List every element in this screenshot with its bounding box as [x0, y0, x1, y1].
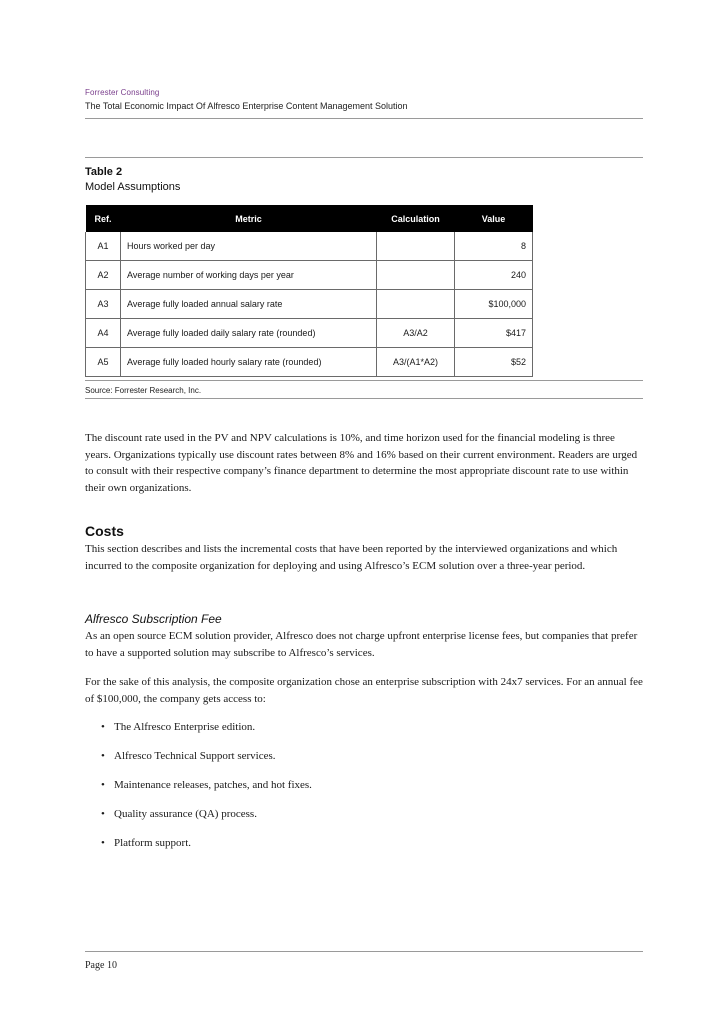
cell-calculation [377, 232, 455, 261]
cell-value: 240 [455, 261, 533, 290]
list-item-text: The Alfresco Enterprise edition. [114, 721, 256, 733]
bullet-icon: • [101, 808, 105, 820]
table-caption: Model Assumptions [85, 181, 181, 193]
cell-metric: Average fully loaded hourly salary rate (rounded) [121, 348, 377, 377]
costs-paragraph: This section describes and lists the incremental costs that have been reported by the interviewed organizations and which incurred to the composite organization for deploying and using Alfresco’s ECM solution over a three-year period. [85, 543, 618, 572]
cell-value: $417 [455, 319, 533, 348]
cell-ref: A2 [86, 261, 121, 290]
subscription-benefits-list [85, 718, 625, 863]
cell-calculation: A3/(A1*A2) [377, 348, 455, 377]
cell-ref: A5 [86, 348, 121, 377]
cell-calculation [377, 261, 455, 290]
cell-calculation: A3/A2 [377, 319, 455, 348]
bullet-icon: • [101, 779, 105, 791]
cell-value: $100,000 [455, 290, 533, 319]
column-header-calculation: Calculation [377, 205, 455, 232]
bullet-icon: • [101, 750, 105, 762]
cell-metric: Average fully loaded daily salary rate (rounded) [121, 319, 377, 348]
list-item [85, 718, 625, 747]
document-title: The Total Economic Impact Of Alfresco Enterprise Content Management Solution [85, 101, 408, 111]
cell-metric: Hours worked per day [121, 232, 377, 261]
brand-name: Forrester Consulting [85, 88, 160, 97]
source-top-rule [85, 380, 643, 381]
header-rule [85, 118, 643, 119]
table-source: Source: Forrester Research, Inc. [85, 386, 202, 395]
list-item-text: Maintenance releases, patches, and hot fixes. [114, 779, 312, 791]
cell-ref: A1 [86, 232, 121, 261]
source-bottom-rule [85, 398, 643, 399]
list-item-text: Platform support. [114, 837, 191, 849]
list-item [85, 747, 625, 776]
cell-calculation [377, 290, 455, 319]
table-top-rule [85, 157, 643, 158]
cell-value: $52 [455, 348, 533, 377]
table-row [86, 348, 533, 377]
column-header-value: Value [455, 205, 533, 232]
list-item [85, 805, 625, 834]
bullet-icon: • [101, 837, 105, 849]
table-row [86, 290, 533, 319]
cell-value: 8 [455, 232, 533, 261]
cell-ref: A3 [86, 290, 121, 319]
footer-rule [85, 951, 643, 952]
bullet-icon: • [101, 721, 105, 733]
table-row [86, 261, 533, 290]
discount-rate-paragraph: The discount rate used in the PV and NPV calculations is 10%, and time horizon used for the financial modeling is three years. Organizations typically use discount rates between 8% and 16% based on their current environment. Readers are urged to consult with their respective company’s finance department to determine the most appropriate discount rate to use within their own organizations. [85, 432, 638, 494]
column-header-metric: Metric [121, 205, 377, 232]
subscription-fee-heading: Alfresco Subscription Fee [85, 612, 222, 626]
costs-heading: Costs [85, 523, 124, 539]
list-item-text: Alfresco Technical Support services. [114, 750, 276, 762]
list-item-text: Quality assurance (QA) process. [114, 808, 257, 820]
assumptions-table [85, 205, 533, 377]
cell-metric: Average number of working days per year [121, 261, 377, 290]
subscription-paragraph-2: For the sake of this analysis, the composite organization chose an enterprise subscription with 24x7 services. For an annual fee of $100,000, the company gets access to: [85, 676, 643, 705]
table-header-row [86, 205, 533, 232]
list-item [85, 776, 625, 805]
column-header-ref: Ref. [86, 205, 121, 232]
cell-ref: A4 [86, 319, 121, 348]
cell-metric: Average fully loaded annual salary rate [121, 290, 377, 319]
table-label: Table 2 [85, 166, 123, 178]
table-row [86, 232, 533, 261]
page-header [85, 88, 643, 111]
table-row [86, 319, 533, 348]
page-number: Page 10 [85, 960, 117, 971]
list-item [85, 834, 625, 863]
subscription-paragraph-1: As an open source ECM solution provider, Alfresco does not charge upfront enterprise license fees, but companies that prefer to have a supported solution may subscribe to Alfresco’s services. [85, 630, 638, 659]
